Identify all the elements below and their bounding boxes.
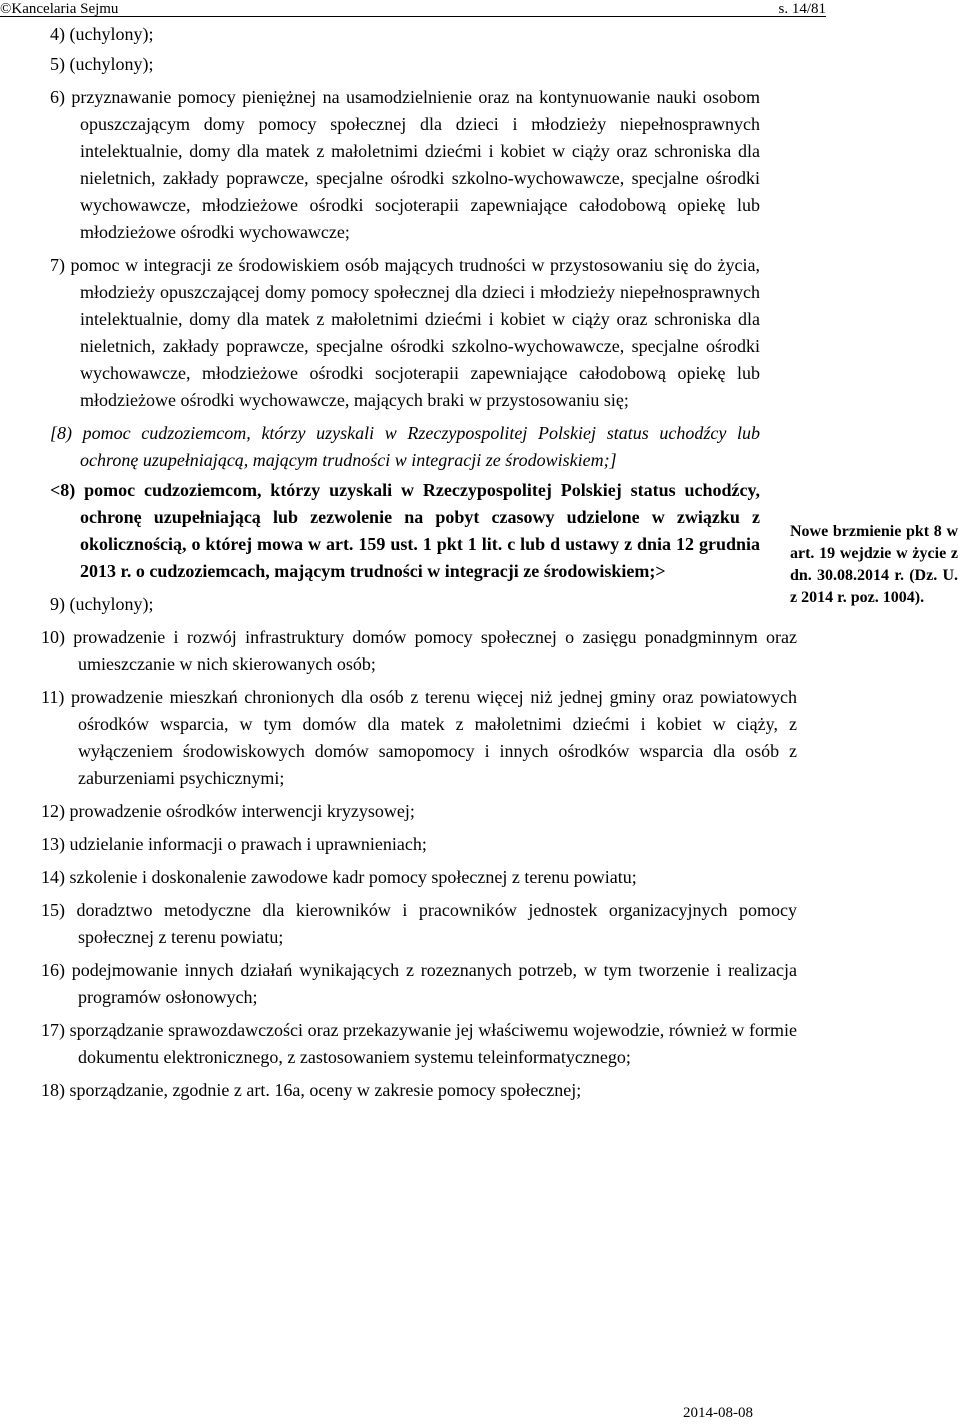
- list-item-9: 9) (uchylony);: [50, 594, 154, 614]
- list-item-12: 12) prowadzenie ośrodków interwencji kryzysowej;: [41, 801, 415, 821]
- list-item-16: 16) podejmowanie innych działań wynikających z rozeznanych potrzeb, w tym tworzenie i realizacja programów osłonowych;: [41, 960, 797, 1007]
- list-item-10: 10) prowadzenie i rozwój infrastruktury domów pomocy społecznej o zasięgu ponadgminnym oraz umieszczanie w nich skierowanych osób;: [41, 627, 797, 674]
- list-item-8-old: [8) pomoc cudzoziemcom, którzy uzyskali w Rzeczypospolitej Polskiej status uchodźcy lub ochronę uzupełniającą, mającym trudności w integracji ze środowiskiem;]: [50, 423, 760, 470]
- margin-note: Nowe brzmienie pkt 8 w art. 19 wejdzie w życie z dn. 30.08.2014 r. (Dz. U. z 2014 r. poz. 1004).: [790, 523, 958, 606]
- list-item-13: 13) udzielanie informacji o prawach i uprawnieniach;: [41, 834, 427, 854]
- list-item-14: 14) szkolenie i doskonalenie zawodowe kadr pomocy społecznej z terenu powiatu;: [41, 867, 637, 887]
- footer-date: 2014-08-08: [683, 1405, 753, 1421]
- list-item-18: 18) sporządzanie, zgodnie z art. 16a, oceny w zakresie pomocy społecznej;: [41, 1080, 582, 1100]
- list-item-8-new: <8) pomoc cudzoziemcom, którzy uzyskali w Rzeczypospolitej Polskiej status uchodźcy, ochronę uzupełniającą lub zezwolenie na pobyt czasowy udzielone w związku z okolicznością, o której mowa w art. 159 ust. 1 pkt 1 lit. c lub d ustawy z dnia 12 grudnia 2013 r. o cudzoziemcach, mającym trudności w integracji ze środowiskiem;>: [50, 480, 760, 581]
- list-item-6: 6) przyznawanie pomocy pieniężnej na usamodzielnienie oraz na kontynuowanie nauki osobom opuszczającym domy pomocy społecznej dla dzieci i młodzieży niepełnosprawnych intelektualnie, domy dla matek z małoletnimi dziećmi i kobiet w ciąży oraz schroniska dla nieletnich, zakłady poprawcze, specjalne ośrodki szkolno-wychowawcze, specjalne ośrodki wychowawcze, młodzieżowe ośrodki socjoterapii zapewniające całodobową opiekę lub młodzieżowe ośrodki wychowawcze;: [50, 87, 760, 242]
- document-body: [41, 21, 797, 1104]
- list-item-17: 17) sporządzanie sprawozdawczości oraz przekazywanie jej właściwemu wojewodzie, również w formie dokumentu elektronicznego, z zastosowaniem systemu teleinformatycznego;: [41, 1020, 797, 1067]
- header-divider: [0, 16, 826, 17]
- list-item-11: 11) prowadzenie mieszkań chronionych dla osób z terenu więcej niż jednej gminy oraz powiatowych ośrodków wsparcia, w tym domów dla matek z małoletnimi dziećmi i kobiet w ciąży, z wyłączeniem środowiskowych domów samopomocy i innych ośrodków wsparcia dla osób z zaburzeniami psychicznymi;: [41, 687, 797, 788]
- header-source: ©Kancelaria Sejmu: [0, 1, 119, 17]
- list-item-15: 15) doradztwo metodyczne dla kierowników i pracowników jednostek organizacyjnych pomocy społecznej z terenu powiatu;: [41, 900, 797, 947]
- list-item-5: 5) (uchylony);: [50, 54, 154, 74]
- list-item-7: 7) pomoc w integracji ze środowiskiem osób mających trudności w przystosowaniu się do życia, młodzieży opuszczającej domy pomocy społecznej dla dzieci i młodzieży niepełnosprawnych intelektualnie, domy dla matek z małoletnimi dziećmi i kobiet w ciąży oraz schroniska dla nieletnich, zakłady poprawcze, specjalne ośrodki szkolno-wychowawcze, specjalne ośrodki wychowawcze, młodzieżowe ośrodki socjoterapii zapewniające całodobową opiekę lub młodzieżowe ośrodki wychowawcze, mających braki w przystosowaniu się;: [50, 255, 760, 410]
- list-item-4: 4) (uchylony);: [50, 24, 154, 44]
- header-page-number: s. 14/81: [778, 1, 826, 17]
